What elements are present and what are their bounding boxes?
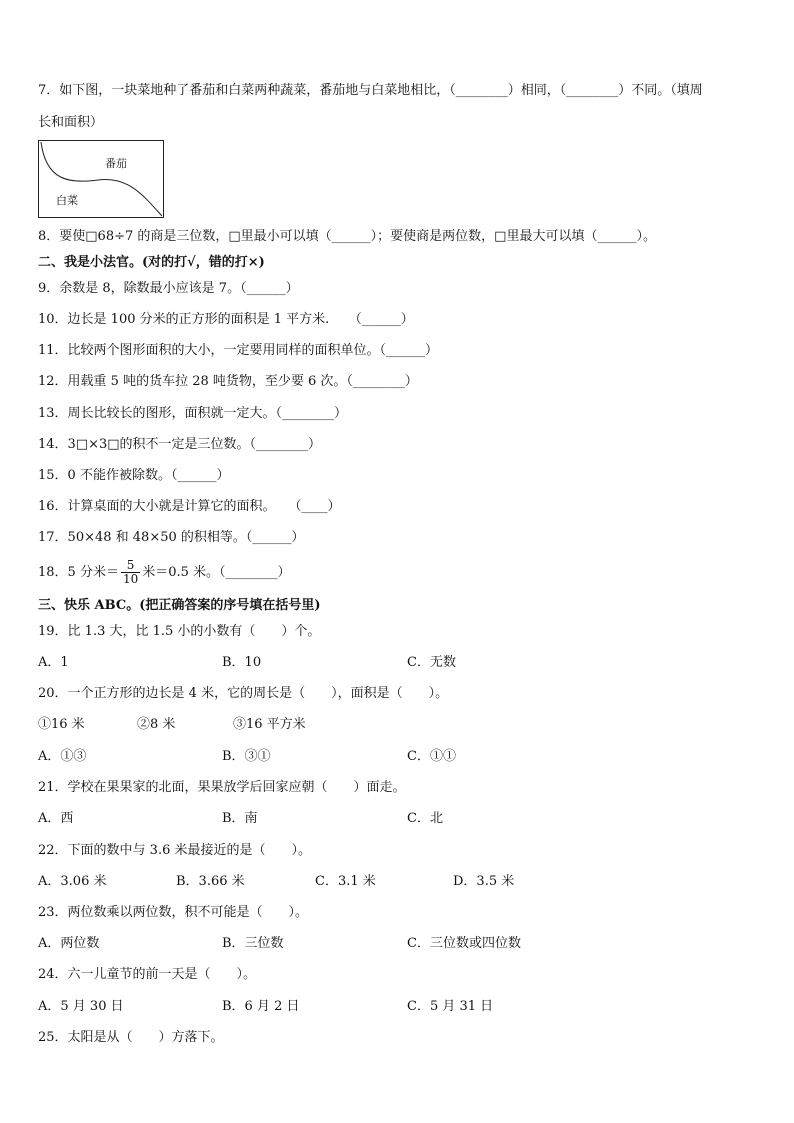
- question-20-option-b: B．③①: [222, 749, 271, 764]
- question-9: 9．余数是 8，除数最小应该是 7。（______）: [38, 281, 299, 296]
- question-22-option-d: D．3.5 米: [453, 874, 515, 889]
- question-10: 10．边长是 100 分米的正方形的面积是 1 平方米. （______）: [38, 312, 414, 327]
- fraction-denominator: 10: [122, 572, 139, 586]
- question-23-stem: 23．两位数乘以两位数，积不可能是（ ）。: [38, 905, 309, 920]
- question-22-stem: 22．下面的数中与 3.6 米最接近的是（ ）。: [38, 843, 311, 858]
- question-20-choice-3: ③16 平方米: [233, 717, 306, 732]
- tomato-label: 番茄: [105, 157, 127, 170]
- question-7-line-1: 7．如下图，一块菜地种了番茄和白菜两种蔬菜，番茄地与白菜地相比，（________）相同，（________）不同。（填周: [38, 83, 703, 98]
- question-19-stem: 19．比 1.3 大，比 1.5 小的小数有（ ）个。: [38, 624, 321, 639]
- question-13: 13．周长比较长的图形，面积就一定大。（________）: [38, 406, 348, 421]
- question-24-stem: 24．六一儿童节的前一天是（ ）。: [38, 967, 257, 982]
- cabbage-label: 白菜: [56, 194, 78, 207]
- fraction-5-10: [121, 559, 140, 586]
- question-21-option-a: A．西: [38, 811, 74, 826]
- question-18-prefix: 18．5 分米＝: [38, 565, 119, 580]
- question-18: [38, 558, 291, 588]
- question-22-option-b: B．3.66 米: [176, 874, 245, 889]
- question-19-option-b: B．10: [222, 655, 262, 670]
- question-12: 12．用载重 5 吨的货车拉 28 吨货物，至少要 6 次。（________）: [38, 374, 418, 389]
- question-23-option-a: A．两位数: [38, 936, 100, 951]
- fraction-numerator: 5: [121, 559, 140, 573]
- question-23-option-b: B．三位数: [222, 936, 284, 951]
- vegetable-plot-diagram: [38, 140, 164, 218]
- question-14: 14．3□×3□的积不一定是三位数。（________）: [38, 437, 322, 452]
- question-11: 11．比较两个图形面积的大小，一定要用同样的面积单位。（______）: [38, 343, 439, 358]
- section-2-heading: 二、我是小法官。(对的打√，错的打×): [38, 255, 265, 270]
- question-20-stem: 20．一个正方形的边长是 4 米，它的周长是（ ），面积是（ ）。: [38, 686, 449, 701]
- section-3-heading: 三、快乐 ABC。(把正确答案的序号填在括号里): [38, 598, 321, 613]
- question-20-option-c: C．①①: [407, 749, 456, 764]
- question-21-stem: 21．学校在果果家的北面，果果放学后回家应朝（ ）面走。: [38, 780, 406, 795]
- question-7-line-2: 长和面积）: [38, 115, 104, 130]
- question-16: 16．计算桌面的大小就是计算它的面积。 （____）: [38, 499, 341, 514]
- question-19-option-a: A．1: [38, 655, 69, 670]
- question-24-option-b: B．6 月 2 日: [222, 999, 300, 1014]
- question-17: 17．50×48 和 48×50 的积相等。（______）: [38, 530, 305, 545]
- question-23-option-c: C．三位数或四位数: [407, 936, 521, 951]
- question-20-choice-1: ①16 米: [38, 717, 85, 732]
- question-22-option-a: A．3.06 米: [38, 874, 107, 889]
- question-19-option-c: C．无数: [407, 655, 456, 670]
- question-20-option-a: A．①③: [38, 749, 87, 764]
- question-18-suffix: 米＝0.5 米。（________）: [142, 565, 291, 580]
- question-20-choice-2: ②8 米: [137, 717, 176, 732]
- question-15: 15．0 不能作被除数。（______）: [38, 468, 230, 483]
- question-22-option-c: C．3.1 米: [315, 874, 376, 889]
- question-25-stem: 25．太阳是从（ ）方落下。: [38, 1030, 224, 1045]
- question-8: 8．要使□68÷7 的商是三位数，□里最小可以填（______）；要使商是两位数，□里最大可以填（______）。: [38, 229, 656, 244]
- question-24-option-c: C．5 月 31 日: [407, 999, 494, 1014]
- question-21-option-b: B．南: [222, 811, 258, 826]
- question-24-option-a: A．5 月 30 日: [38, 999, 124, 1014]
- question-21-option-c: C．北: [407, 811, 443, 826]
